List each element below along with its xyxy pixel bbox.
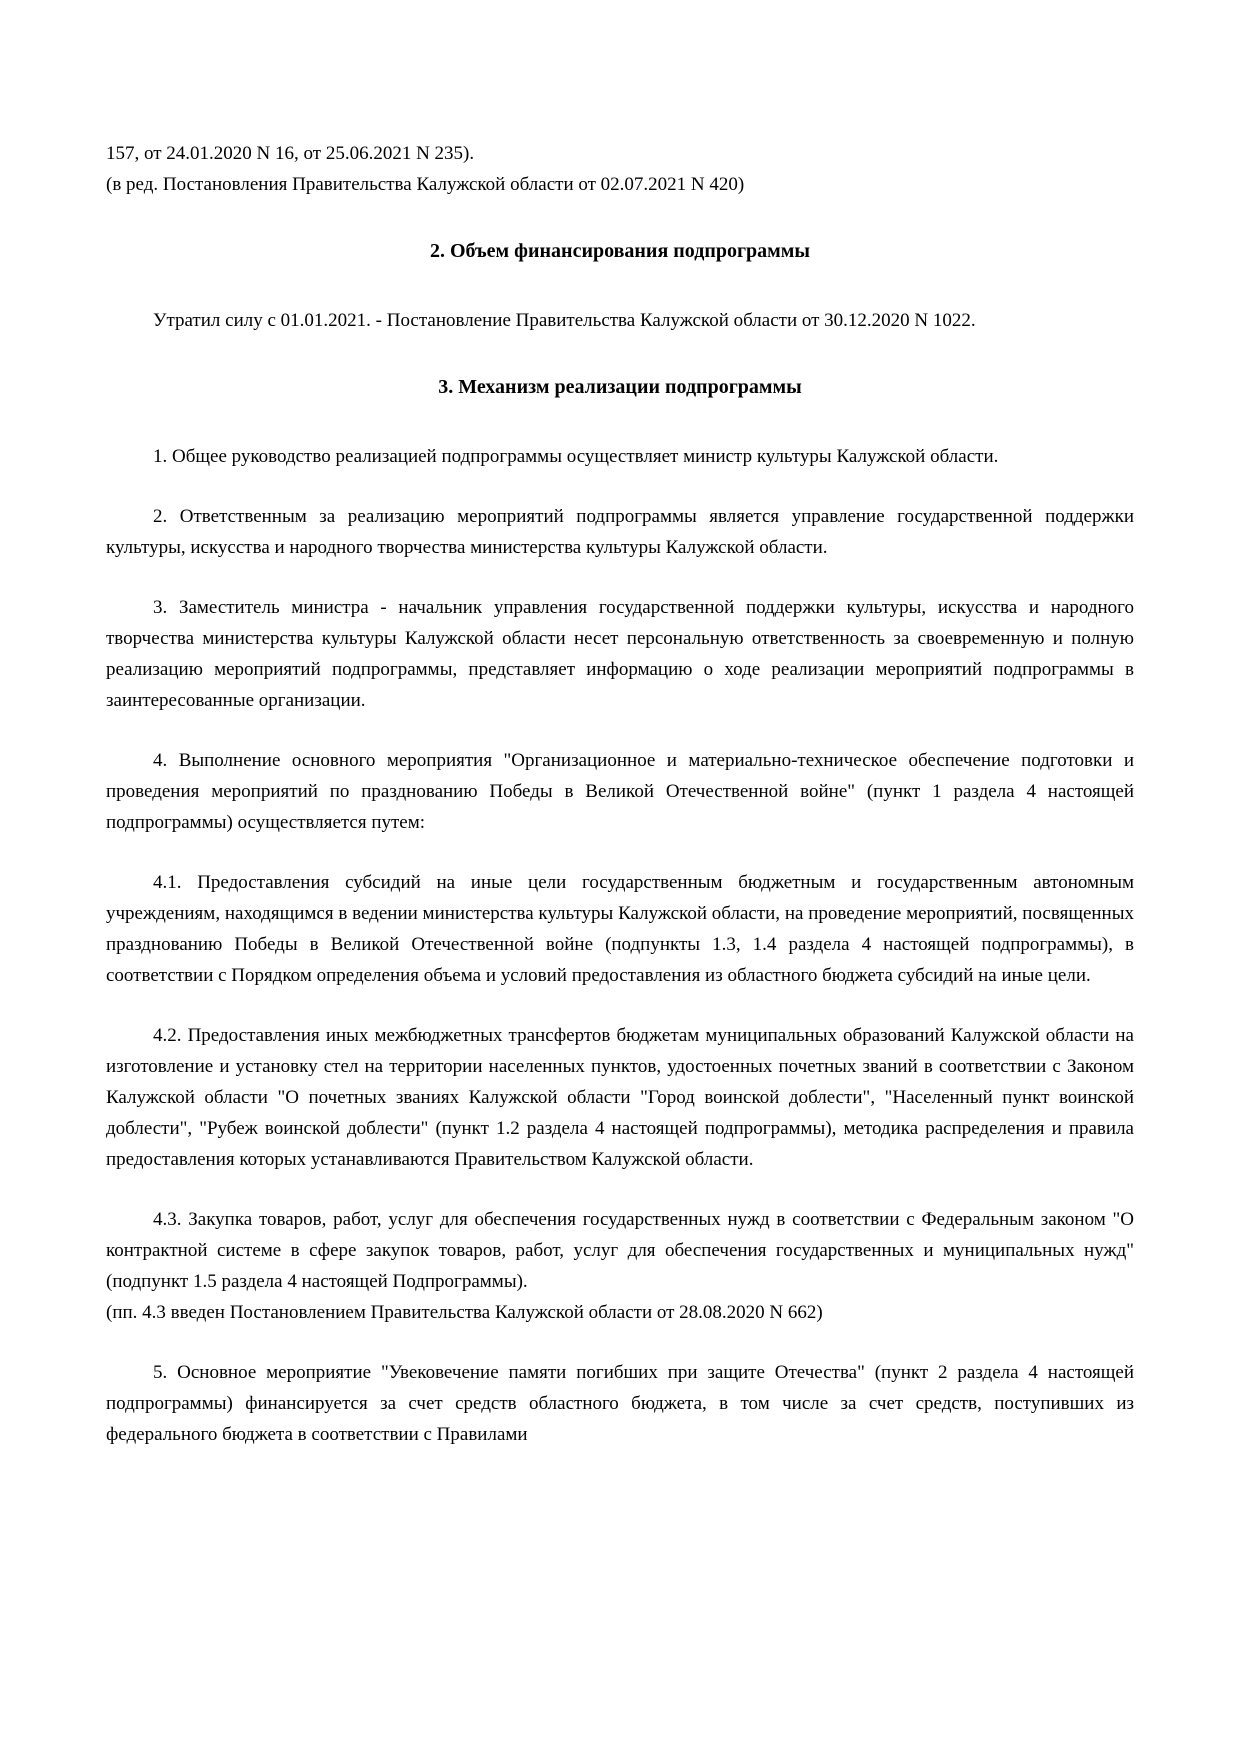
- paragraph-expired: Утратил силу с 01.01.2021. - Постановление Правительства Калужской области от 30.12.2020 N 1022.: [153, 310, 976, 331]
- paragraph-item-4-1: 4.1. Предоставления субсидий на иные цели государственным бюджетным и государственным автономным учреждениям, находящимся в ведении министерства культуры Калужской области, на проведение мероприятий, посвященных празднованию Победы в Великой Отечественной войне (подпункты 1.3, 1.4 раздела 4 настоящей подпрограммы), в соответствии с Порядком определения объема и условий предоставления из областного бюджета субсидий на иные цели.: [106, 872, 1134, 986]
- paragraph-item-5: 5. Основное мероприятие "Увековечение памяти погибших при защите Отечества" (пункт 2 раздела 4 настоящей подпрограммы) финансируется за счет средств областного бюджета, в том числе за счет средств, поступивших из федерального бюджета в соответствии с Правилами: [106, 1362, 1134, 1445]
- amendment-note-4-3: (пп. 4.3 введен Постановлением Правительства Калужской области от 28.08.2020 N 662): [106, 1302, 823, 1323]
- paragraph-item-4: 4. Выполнение основного мероприятия "Организационное и материально-техническое обеспечение подготовки и проведения мероприятий по празднованию Победы в Великой Отечественной войне" (пункт 1 раздела 4 настоящей подпрограммы) осуществляется путем:: [106, 750, 1134, 833]
- paragraph-item-3: 3. Заместитель министра - начальник управления государственной поддержки культуры, искусства и народного творчества министерства культуры Калужской области несет персональную ответственность за своевременную и полную реализацию мероприятий подпрограммы, представляет информацию о ходе реализации мероприятий подпрограммы в заинтересованные организации.: [106, 597, 1134, 711]
- continuation-line: 157, от 24.01.2020 N 16, от 25.06.2021 N 235).: [106, 143, 475, 164]
- amendment-note-top: (в ред. Постановления Правительства Калужской области от 02.07.2021 N 420): [106, 174, 745, 195]
- paragraph-item-1: 1. Общее руководство реализацией подпрограммы осуществляет министр культуры Калужской области.: [153, 446, 999, 467]
- paragraph-item-2: 2. Ответственным за реализацию мероприятий подпрограммы является управление государственной поддержки культуры, искусства и народного творчества министерства культуры Калужской области.: [106, 506, 1134, 558]
- section-heading-funding: 2. Объем финансирования подпрограммы: [429, 240, 811, 262]
- paragraph-item-4-3: 4.3. Закупка товаров, работ, услуг для обеспечения государственных нужд в соответствии с Федеральным законом "О контрактной системе в сфере закупок товаров, работ, услуг для обеспечения государственных и муниципальных нужд" (подпункт 1.5 раздела 4 настоящей Подпрограммы).: [106, 1209, 1134, 1292]
- section-heading-mechanism: 3. Механизм реализации подпрограммы: [438, 376, 802, 398]
- paragraph-item-4-2: 4.2. Предоставления иных межбюджетных трансфертов бюджетам муниципальных образований Калужской области на изготовление и установку стел на территории населенных пунктов, удостоенных почетных званий в соответствии с Законом Калужской области "О почетных званиях Калужской области "Город воинской доблести", "Населенный пункт воинской доблести", "Рубеж воинской доблести" (пункт 1.2 раздела 4 настоящей подпрограммы), методика распределения и правила предоставления которых устанавливаются Правительством Калужской области.: [106, 1025, 1134, 1170]
